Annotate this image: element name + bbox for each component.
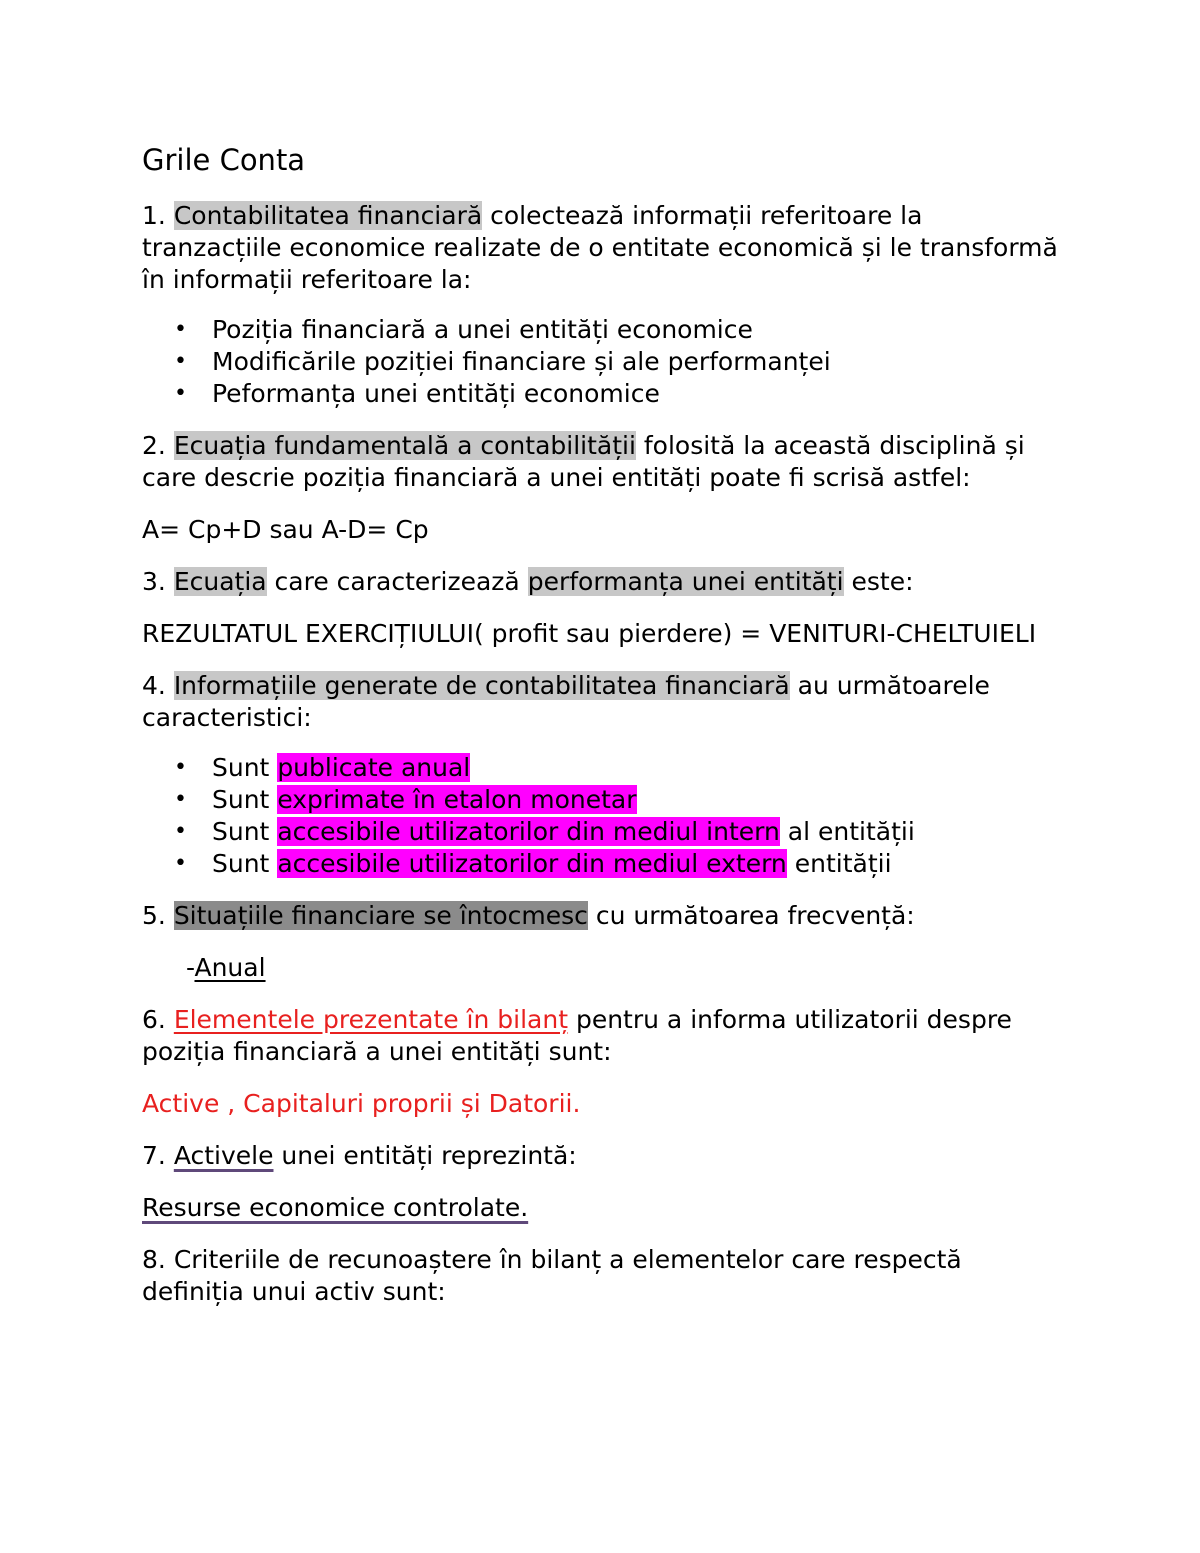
bullet-icon: • <box>174 381 187 406</box>
question-6-number: 6. <box>142 1005 174 1034</box>
question-2 <box>142 430 1062 494</box>
question-1-number: 1. <box>142 201 174 230</box>
question-4-highlight: Informațiile generate de contabilitatea financiară <box>173 671 790 700</box>
question-3-answer: REZULTATUL EXERCIȚIULUI( profit sau pierdere) = VENITURI-CHELTUIELI <box>142 619 1037 648</box>
question-5-answer: -Anual <box>186 953 266 982</box>
bullet-icon: • <box>174 819 187 844</box>
magenta-highlight: accesibile utilizatorilor din mediul extern <box>277 849 787 878</box>
magenta-highlight: publicate anual <box>277 753 471 782</box>
question-8-number: 8. <box>142 1245 174 1274</box>
question-1-list <box>142 314 1062 410</box>
question-6 <box>142 1004 1062 1068</box>
list-item: • Sunt accesibile utilizatorilor din mediul extern entității <box>174 849 892 878</box>
bullet-icon: • <box>174 755 187 780</box>
document-body <box>142 142 1062 1328</box>
bullet-icon: • <box>174 349 187 374</box>
question-4-text: au următoarele caracteristici: <box>142 671 990 732</box>
question-5-text: cu următoarea frecvență: <box>587 901 915 930</box>
bullet-icon: • <box>174 787 187 812</box>
question-6-highlight: Elementele prezentate în bilanț <box>173 1005 569 1034</box>
question-7-answer: Resurse economice controlate. <box>142 1193 529 1222</box>
question-2-text: folosită la această disciplină și care descrie poziția financiară a unei entități poate fi scrisă astfel: <box>142 431 1025 492</box>
question-2-answer: A= Cp+D sau A-D= Cp <box>142 515 429 544</box>
question-3-number: 3. <box>142 567 174 596</box>
question-2-highlight: Ecuația fundamentală a contabilității <box>173 431 636 460</box>
bullet-icon: • <box>174 317 187 342</box>
question-7 <box>142 1140 1062 1172</box>
question-1-highlight: Contabilitatea financiară <box>173 201 483 230</box>
question-6-text: pentru a informa utilizatorii despre poziția financiară a unei entități sunt: <box>142 1005 1012 1066</box>
question-5-answer-text: Anual <box>194 953 266 982</box>
question-6-answer: Active , Capitaluri proprii și Datorii. <box>142 1089 581 1118</box>
question-5-number: 5. <box>142 901 174 930</box>
question-7-number: 7. <box>142 1141 174 1170</box>
question-3: 3. Ecuația care caracterizează performanța unei entități este: <box>142 567 914 596</box>
question-1-text: colectează informații referitoare la tranzacțiile economice realizate de o entitate economică și le transformă în informații referitoare la: <box>142 201 1058 294</box>
question-3-highlight-1: Ecuația <box>173 567 267 596</box>
question-5-highlight: Situațiile financiare se întocmesc <box>173 901 588 930</box>
question-7-highlight: Activele <box>173 1141 274 1170</box>
question-8 <box>142 1244 1062 1308</box>
question-3-highlight-2: performanța unei entități <box>527 567 844 596</box>
question-7-text: unei entități reprezintă: <box>273 1141 577 1170</box>
list-item: • Modificările poziției financiare și ale performanței <box>174 347 831 376</box>
question-1 <box>142 200 1062 296</box>
document-title: Grile Conta <box>142 143 306 177</box>
magenta-highlight: accesibile utilizatorilor din mediul intern <box>277 817 780 846</box>
list-item: • Sunt accesibile utilizatorilor din mediul intern al entității <box>174 817 915 846</box>
bullet-icon: • <box>174 851 187 876</box>
list-item: • Peformanța unei entități economice <box>174 379 660 408</box>
list-item: • Sunt exprimate în etalon monetar <box>174 785 637 814</box>
magenta-highlight: exprimate în etalon monetar <box>277 785 637 814</box>
question-8-text: Criteriile de recunoaștere în bilanț a elementelor care respectă definiția unui activ sunt: <box>142 1245 962 1306</box>
question-4 <box>142 670 1062 734</box>
question-2-number: 2. <box>142 431 174 460</box>
question-4-number: 4. <box>142 671 174 700</box>
list-item: • Poziția financiară a unei entități economice <box>174 315 753 344</box>
question-4-list <box>142 752 1062 880</box>
question-5 <box>142 900 1062 932</box>
list-item: • Sunt publicate anual <box>174 753 471 782</box>
